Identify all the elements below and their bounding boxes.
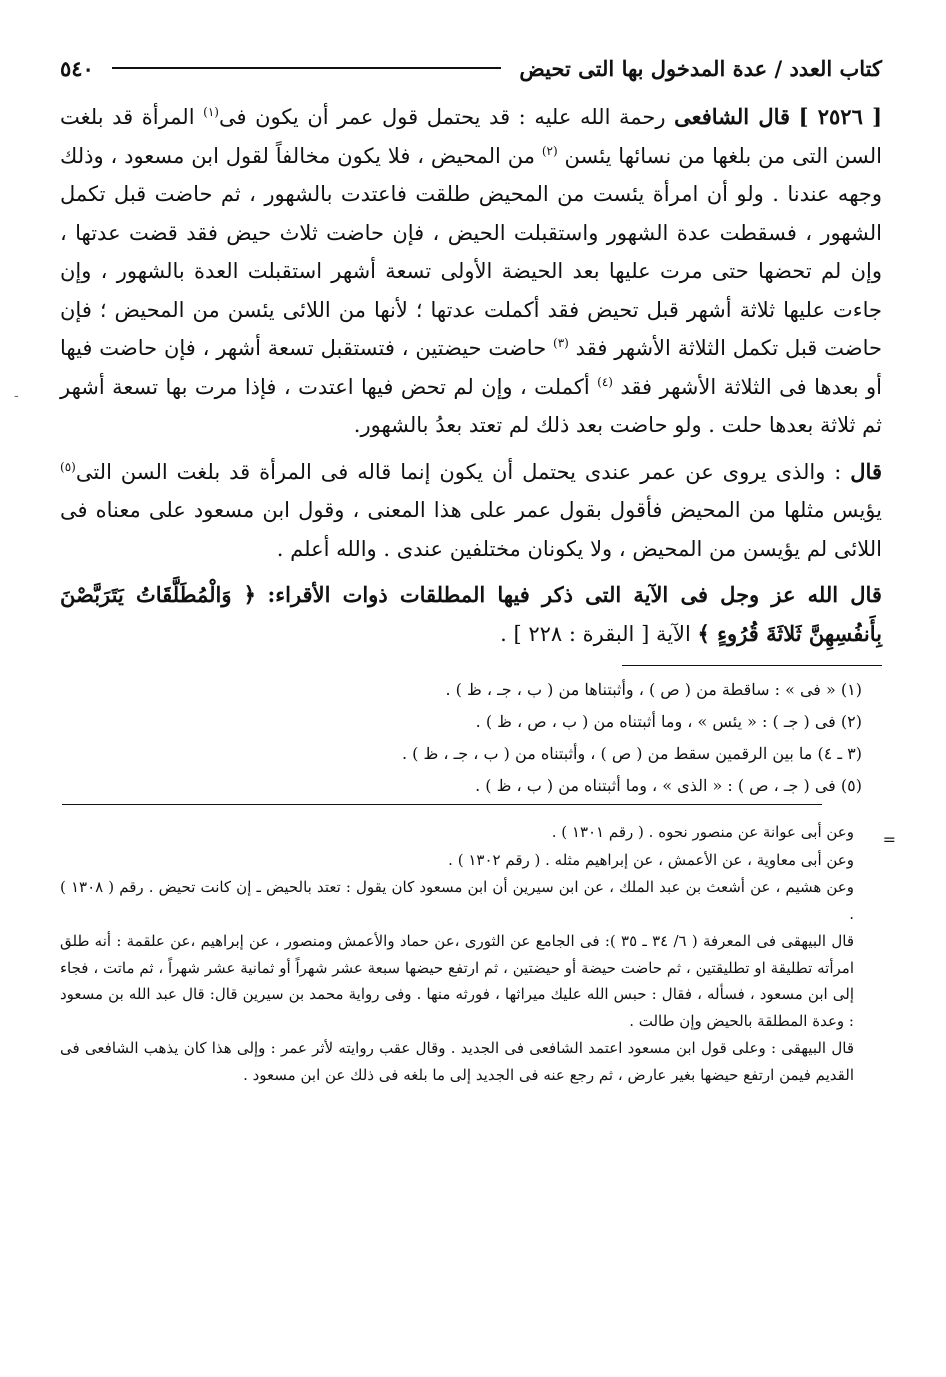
section-number: [ ٢٥٢٦ ] <box>798 104 882 129</box>
commentary <box>60 819 896 1088</box>
verse-citation: الآية [ البقرة : ٢٢٨ ] . <box>500 621 698 646</box>
footnote-ref: (٢) <box>541 143 558 158</box>
commentary-paragraph: قال البيهقى فى المعرفة ( ٦/ ٣٤ ـ ٣٥ ): فى الجامع عن الثورى ،عن حماد والأعمش ومنصور ، عن إبراهيم ،عن علقمة : أنه طلق امرأته تطليقة او تطليقتين ، ثم حاضت حيضة أو حيضتين ، ثم ارتفع حيضها سبعة عشر شهراً أو ثمانية عشر شهراً ، ثم ماتت ، فجاء إلى ابن مسعود ، فسأله ، فقال : حبس الله عليك ميراثها ، فورثه منها . وفى رواية محمد بن سيرين قال: قال عبد الله بن مسعود : وعدة المطلقة بالحيض وإن طالت . <box>60 932 854 1030</box>
page-number: ٥٤٠ <box>60 55 94 81</box>
footnote: (٣ ـ ٤) ما بين الرقمين سقط من ( ص ) ، وأثبتناه من ( ب ، جـ ، ظ ) . <box>401 744 862 763</box>
paragraph-text: : والذى يروى عن عمر عندى يحتمل أن يكون إنما قاله فى المرأة قد بلغت السن التى <box>75 459 851 484</box>
paragraph-2526 <box>60 98 882 445</box>
footnote-rule <box>62 804 822 805</box>
paragraph-text: من المحيض ، فلا يكون مخالفاً لقول ابن مسعود ، وذلك وجهه عندنا . ولو أن امرأة يئست من المحيض طلقت فاعتدت بالشهور ، ثم حاضت قبل تكمل الشهور ، فسقطت عدة الشهور واستقبلت الحيض ، فإن حاضت ثلاث حيض فقد قضت عدتها ، وإن لم تحضها حتى مرت عليها بعد الحيضة الأولى تسعة أشهر استقبلت العدة بالشهور ، وإن جاءت عليها ثلاثة أشهر قبل تحيض فقد أكملت عدتها ؛ لأنها من اللائى يئسن من المحيض ؛ فإن حاضت قبل تكمل الثلاثة الأشهر فقد <box>60 143 882 360</box>
footnote-ref: (١) <box>203 105 219 119</box>
footnotes <box>60 674 882 802</box>
paragraph-text: قال الله عز وجل فى الآية التى ذكر فيها المطلقات ذوات الأقراء: <box>267 582 882 607</box>
commentary-paragraph: وعن أبى عوانة عن منصور نحوه . ( رقم ١٣٠١ ) . <box>551 823 854 841</box>
main-text <box>60 98 882 653</box>
footnote: (٢) فى ( جـ ) : « يئس » ، وما أثبتناه من ( ب ، ص ، ظ ) . <box>475 712 862 731</box>
paragraph-text: المرأة قد بلغت السن التى من بلغها من نسائها يئسن <box>60 105 883 168</box>
book-page <box>60 48 896 1088</box>
paragraph-text: رحمة الله عليه : قد يحتمل قول عمر أن يكون فى <box>218 105 675 129</box>
commentary-paragraph: وعن هشيم ، عن أشعث بن عبد الملك ، عن ابن سيرين أن ابن مسعود كان يقول : تعتد بالحيض ـ إن كانت تحيض . رقم ( ١٣٠٨ ) . <box>60 878 854 923</box>
paragraph-text: أكملت ، وإن لم تحض فيها اعتدت ، فإذا مرت بها تسعة أشهر ثم ثلاثة بعدها حلت . ولو حاضت بعد ذلك لم تعتد بعدُ بالشهور. <box>60 374 882 437</box>
header-rule <box>112 67 502 69</box>
speaker-label: قال الشافعى <box>674 104 791 129</box>
commentary-paragraph: قال البيهقى : وعلى قول ابن مسعود اعتمد الشافعى فى الجديد . وقال عقب روايته لأثر عمر : وإلى هذا كان يذهب الشافعى فى القديم فيمن ارتفع حيضها بغير عارض ، ثم رجع عنه فى الجديد إلى ما بلغه فى ذلك عن ابن مسعود . <box>60 1039 854 1084</box>
speaker-label: قال <box>850 458 882 484</box>
paragraph-text: حاضت حيضتين ، فتستقبل تسعة أشهر ، فإن حاضت فيها أو بعدها فى الثلاثة الأشهر فقد <box>60 336 882 399</box>
paragraph-verse <box>60 576 882 653</box>
footnote-ref: (٣) <box>553 336 569 350</box>
continuation-marker: = <box>882 830 896 849</box>
margin-mark: - <box>14 388 19 404</box>
running-title: كتاب العدد / عدة المدخول بها التى تحيض <box>519 55 882 81</box>
paragraph-qala <box>60 453 882 569</box>
footnote: (٥) فى ( جـ ، ص ) : « الذى » ، وما أثبتناه من ( ب ، ظ ) . <box>475 776 862 795</box>
footnote-separator <box>622 665 882 666</box>
commentary-paragraph: وعن أبى معاوية ، عن الأعمش ، عن إبراهيم مثله . ( رقم ١٣٠٢ ) . <box>448 850 854 869</box>
paragraph-text: يؤيس مثلها من المحيض فأقول بقول عمر على هذا المعنى ، وقول ابن مسعود على معناه فى اللائى لم يؤيسن من المحيض ، ولا يكونان مختلفين عندى . والله أعلم . <box>60 498 882 561</box>
footnote-ref: (٥) <box>60 459 76 474</box>
quran-verse: ﴿ وَالْمُطَلَّقَاتُ يَتَرَبَّصْنَ بِأَنفُسِهِنَّ ثَلاثَةَ قُرُوءٍ ﴾ <box>60 582 882 646</box>
footnote-ref: (٤) <box>597 374 613 389</box>
footnote: (١) « فى » : ساقطة من ( ص ) ، وأثبتناها من ( ب ، جـ ، ظ ) . <box>445 680 862 699</box>
page-header <box>60 48 882 88</box>
